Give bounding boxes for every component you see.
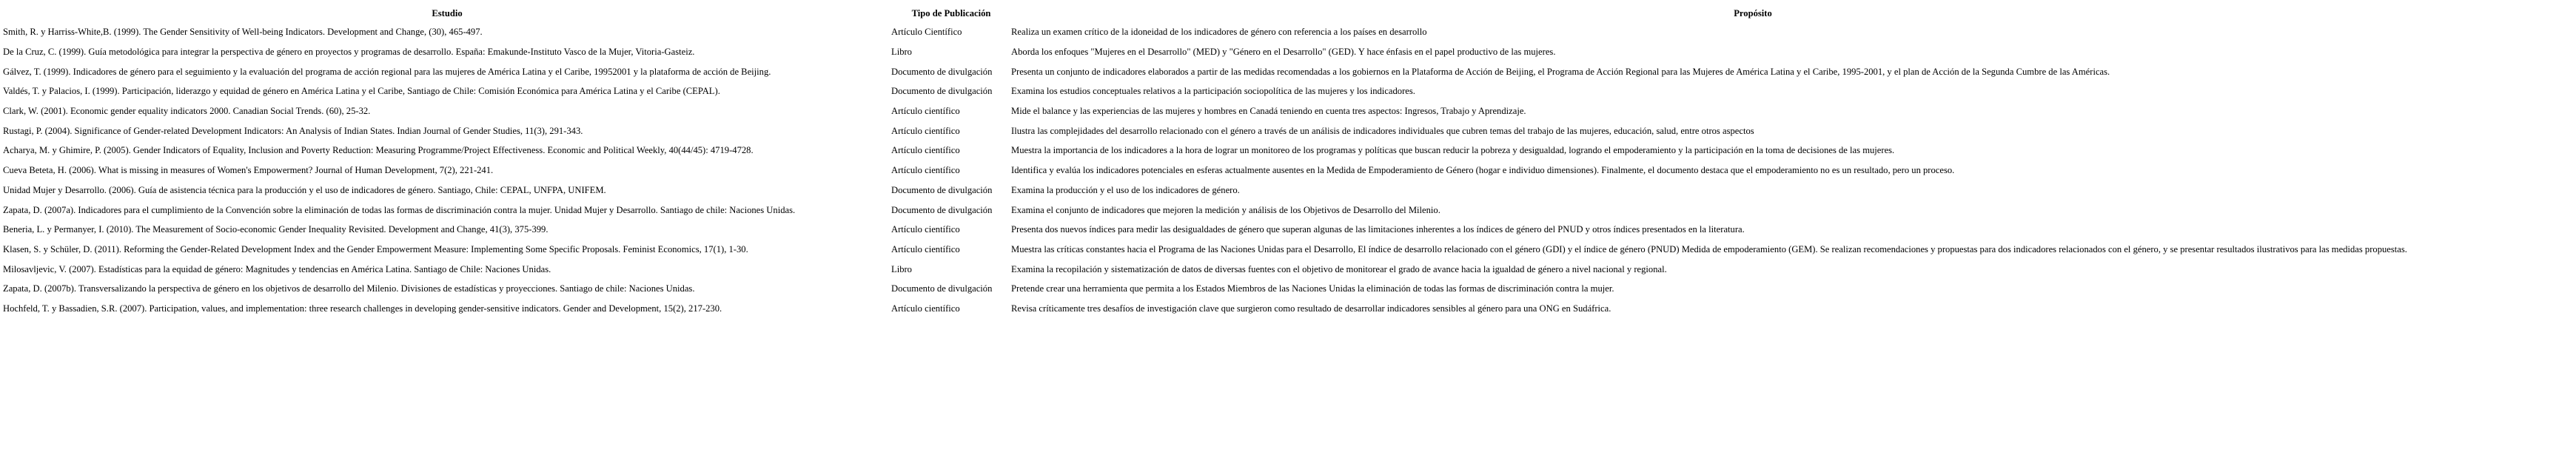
cell-estudio: Unidad Mujer y Desarrollo. (2006). Guía de asistencia técnica para la producción y el uso de indicadores de género. Santiago, Chile: CEPAL, UNFPA, UNIFEM.	[3, 184, 606, 195]
cell-tipo: Artículo científico	[891, 224, 960, 235]
cell-tipo: Libro	[891, 263, 912, 274]
cell-proposito: Examina la recopilación y sistematización de datos de diversas fuentes con el objetivo de monitorear el grado de avance hacia la igualdad de género a nivel nacional y regional.	[1011, 263, 1667, 274]
cell-estudio: Zapata, D. (2007a). Indicadores para el cumplimiento de la Convención sobre la eliminación de todas las formas de discriminación contra la mujer. Unidad Mujer y Desarrollo. Santiago de chile: Naciones Unidas.	[3, 204, 796, 215]
cell-estudio: Rustagi, P. (2004). Significance of Gender-related Development Indicators: An Analysis of Indian States. Indian Journal of Gender Studies, 11(3), 291-343.	[3, 125, 583, 136]
cell-tipo: Artículo científico	[891, 106, 960, 117]
cell-estudio: Acharya, M. y Ghimire, P. (2005). Gender Indicators of Equality, Inclusion and Poverty Reduction: Measuring Programme/Project Effectiveness. Economic and Political Weekly, 40(44/45): 4719-4728.	[3, 145, 754, 156]
cell-proposito: Muestra las críticas constantes hacia el Programa de las Naciones Unidas para el Desarrollo, El índice de desarrollo relacionado con el género (GDI) y el índice de género (PNUD) Medida de empoderamiento (GEM). Se realizan recomendaciones y propuestas para dos indicadores relacionados con el género, y se presentar resultados ilustrativos para las medidas propuestas.	[1011, 243, 2407, 254]
cell-estudio: Zapata, D. (2007b). Transversalizando la perspectiva de género en los objetivos de desarrollo del Milenio. Divisiones de estadísticas y proyecciones. Santiago de chile: Naciones Unidas.	[3, 283, 695, 294]
table-row	[3, 259, 2576, 279]
cell-proposito: Presenta un conjunto de indicadores elaborados a partir de las medidas recomendadas a los gobiernos en la Plataforma de Acción de Beijing, el Programa de Acción Regional para las Mujeres de América Latina y el Caribe, 1995-2001, y el plan de Acción de la Segunda Cumbre de las Américas.	[1011, 66, 2110, 77]
cell-tipo: Documento de divulgación	[891, 283, 993, 294]
cell-estudio: Beneria, L. y Permanyer, I. (2010). The Measurement of Socio-economic Gender Inequality Revisited. Development and Change, 41(3), 375-399.	[3, 224, 549, 235]
table-row	[3, 61, 2576, 81]
header-row	[3, 4, 2576, 22]
cell-estudio: Valdés, T. y Palacios, I. (1999). Participación, liderazgo y equidad de género en América Latina y el Caribe, Santiago de Chile: Comisión Económica para América Latina y el Caribe (CEPAL).	[3, 86, 720, 97]
table-header	[3, 4, 2576, 22]
cell-estudio: Milosavljevic, V. (2007). Estadísticas para la equidad de género: Magnitudes y tendencias en América Latina. Santiago de Chile: Naciones Unidas.	[3, 263, 551, 274]
table-row	[3, 161, 2576, 181]
cell-estudio: Cueva Beteta, H. (2006). What is missing in measures of Women's Empowerment? Journal of Human Development, 7(2), 221-241.	[3, 165, 494, 176]
cell-proposito: Muestra la importancia de los indicadores a la hora de lograr un monitoreo de los programas y políticas que buscan reducir la pobreza y desigualdad, logrando el empoderamiento y la participación en la toma de decisiones de las mujeres.	[1011, 145, 1895, 156]
cell-proposito: Aborda los enfoques "Mujeres en el Desarrollo" (MED) y "Género en el Desarrollo" (GED). Y hace énfasis en el papel productivo de las mujeres.	[1011, 47, 1556, 58]
header-proposito: Propósito	[1734, 8, 1772, 18]
cell-estudio: Klasen, S. y Schüler, D. (2011). Reforming the Gender-Related Development Index and the Gender Empowerment Measure: Implementing Some Specific Proposals. Feminist Economics, 17(1), 1-30.	[3, 243, 748, 254]
cell-proposito: Mide el balance y las experiencias de las mujeres y hombres en Canadá teniendo en cuenta tres aspectos: Ingresos, Trabajo y Aprendizaje.	[1011, 106, 1526, 117]
cell-proposito: Pretende crear una herramienta que permita a los Estados Miembros de las Naciones Unidas la eliminación de todas las formas de discriminación contra la mujer.	[1011, 283, 1614, 294]
cell-proposito: Realiza un examen crítico de la idoneidad de los indicadores de género con referencia a los países en desarrollo	[1011, 27, 1427, 38]
cell-proposito: Examina la producción y el uso de los indicadores de género.	[1011, 184, 1240, 195]
literature-table	[3, 4, 2576, 318]
table-row	[3, 81, 2576, 101]
cell-tipo: Documento de divulgación	[891, 204, 993, 215]
cell-tipo: Libro	[891, 47, 912, 58]
table-row	[3, 141, 2576, 161]
cell-proposito: Ilustra las complejidades del desarrollo relacionado con el género a través de un análisis de indicadores individuales que cubren temas del trabajo de las mujeres, educación, salud, entre otros aspectos	[1011, 125, 1754, 136]
table-row	[3, 240, 2576, 260]
cell-tipo: Artículo científico	[891, 125, 960, 136]
cell-proposito: Examina los estudios conceptuales relativos a la participación sociopolítica de las mujeres y los indicadores.	[1011, 86, 1415, 97]
table-row	[3, 200, 2576, 220]
table-row	[3, 299, 2576, 319]
table-row	[3, 22, 2576, 42]
cell-tipo: Artículo científico	[891, 243, 960, 254]
cell-estudio: De la Cruz, C. (1999). Guía metodológica para integrar la perspectiva de género en proyectos y programas de desarrollo. España: Emakunde-Instituto Vasco de la Mujer, Vitoria-Gasteiz.	[3, 47, 695, 58]
cell-tipo: Documento de divulgación	[891, 66, 993, 77]
cell-proposito: Identifica y evalúa los indicadores potenciales en esferas actualmente ausentes en la Medida de Empoderamiento de Género (hogar e individuo dimensiones). Finalmente, el documento destaca que el empoderamiento no es un resultado, pero un proceso.	[1011, 165, 1955, 176]
cell-proposito: Examina el conjunto de indicadores que mejoren la medición y análisis de los Objetivos de Desarrollo del Milenio.	[1011, 204, 1440, 215]
cell-tipo: Artículo científico	[891, 145, 960, 156]
cell-estudio: Clark, W. (2001). Economic gender equality indicators 2000. Canadian Social Trends. (60), 25-32.	[3, 106, 371, 117]
header-estudio: Estudio	[432, 8, 463, 18]
table-body	[3, 22, 2576, 318]
table-row	[3, 279, 2576, 299]
cell-tipo: Documento de divulgación	[891, 86, 993, 97]
table-row	[3, 101, 2576, 121]
cell-estudio: Gálvez, T. (1999). Indicadores de género para el seguimiento y la evaluación del programa de acción regional para las mujeres de América Latina y el Caribe, 19952001 y la plataforma de acción de Beijing.	[3, 66, 771, 77]
table-row	[3, 181, 2576, 200]
table-row	[3, 220, 2576, 240]
cell-proposito: Presenta dos nuevos índices para medir las desigualdades de género que superan algunas de las limitaciones inherentes a los índices de género del PNUD y otros índices presentados en la literatura.	[1011, 224, 1745, 235]
header-tipo-publicacion: Tipo de Publicación	[911, 8, 991, 18]
cell-tipo: Artículo científico	[891, 165, 960, 176]
table-row	[3, 121, 2576, 141]
cell-estudio: Hochfeld, T. y Bassadien, S.R. (2007). Participation, values, and implementation: three research challenges in developing gender-sensitive indicators. Gender and Development, 15(2), 217-230.	[3, 303, 722, 314]
table-row	[3, 42, 2576, 62]
cell-tipo: Documento de divulgación	[891, 184, 993, 195]
cell-proposito: Revisa críticamente tres desafíos de investigación clave que surgieron como resultado de desarrollar indicadores sensibles al género para una ONG en Sudáfrica.	[1011, 303, 1611, 314]
cell-tipo: Artículo Científico	[891, 27, 962, 38]
cell-estudio: Smith, R. y Harriss-White,B. (1999). The Gender Sensitivity of Well-being Indicators. Development and Change, (30), 465-497.	[3, 27, 483, 38]
cell-tipo: Artículo científico	[891, 303, 960, 314]
